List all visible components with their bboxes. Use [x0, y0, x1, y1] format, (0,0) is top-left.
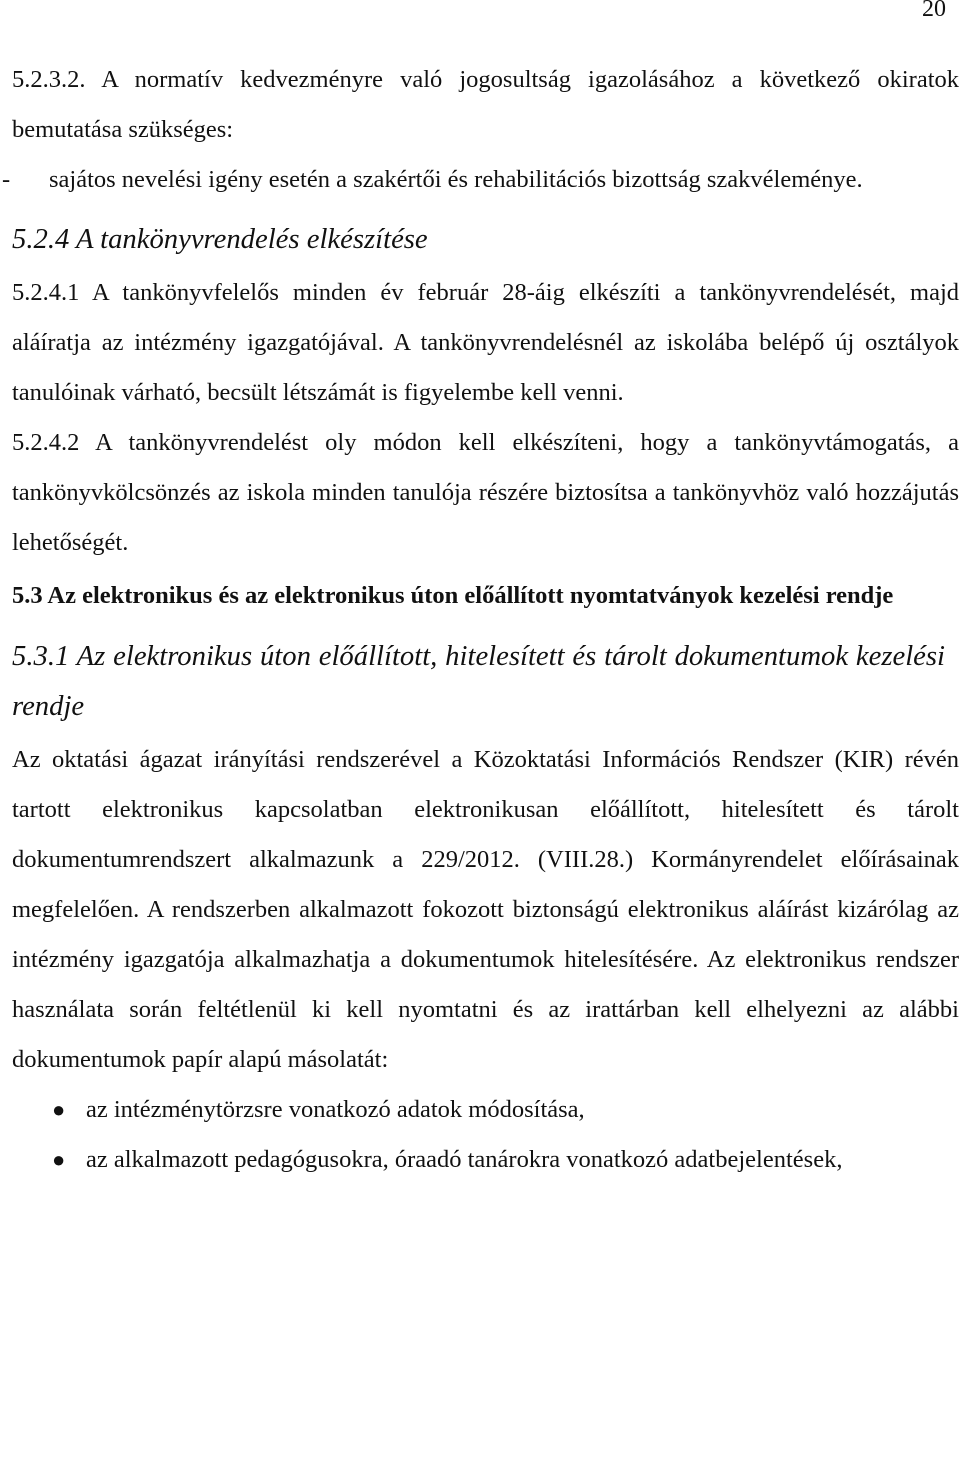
- bullet-icon: ●: [52, 1097, 66, 1122]
- list-item: [12, 1085, 959, 1135]
- paragraph-5241: 5.2.4.1 A tankönyvfelelős minden év február 28-áig elkészíti a tankönyvrendelését, majd aláíratja az intézmény igazgatójával. A tankönyvrendelésnél az iskolába belépő új osztályok tanulóinak várható, becsült létszámát is figyelembe kell venni.: [12, 279, 959, 406]
- list-item: [12, 1135, 959, 1185]
- paragraph-5242: 5.2.4.2 A tankönyvrendelést oly módon kell elkészíteni, hogy a tankönyvtámogatás, a tankönyvkölcsönzés az iskola minden tanulója részére biztosítsa a tankönyvhöz való hozzájutás lehetőségét.: [12, 429, 959, 556]
- heading-531: 5.3.1 Az elektronikus úton előállított, hitelesített és tárolt dokumentumok kezelési rendje: [12, 640, 945, 722]
- dash-list-item: [2, 155, 959, 204]
- document-page: [2, 55, 959, 1185]
- heading-53: 5.3 Az elektronikus és az elektronikus úton előállított nyomtatványok kezelési rendje: [12, 582, 894, 609]
- bullet-list: [12, 1085, 959, 1185]
- dash-bullet-icon: -: [2, 166, 11, 193]
- dash-list-item-text: sajátos nevelési igény esetén a szakértői és rehabilitációs bizottság szakvéleménye.: [49, 166, 863, 193]
- heading-524: 5.2.4 A tankönyvrendelés elkészítése: [12, 223, 428, 255]
- paragraph-5232: 5.2.3.2. A normatív kedvezményre való jogosultság igazolásához a következő okiratok bemutatása szükséges:: [12, 66, 959, 143]
- page-number: 20: [922, 0, 946, 22]
- paragraph-main: Az oktatási ágazat irányítási rendszerével a Közoktatási Információs Rendszer (KIR) révén tartott elektronikus kapcsolatban elektronikusan előállított, hitelesített és tárolt dokumentumrendszert alkalmazunk a 229/2012. (VIII.28.) Kormányrendelet előírásainak megfelelően. A rendszerben alkalmazott fokozott biztonságú elektronikus aláírást kizárólag az intézmény igazgatója alkalmazhatja a dokumentumok hitelesítésére. Az elektronikus rendszer használata során feltétlenül ki kell nyomtatni és az irattárban kell elhelyezni az alábbi dokumentumok papír alapú másolatát:: [12, 746, 959, 1073]
- list-item-text: az intézménytörzsre vonatkozó adatok módosítása,: [86, 1096, 585, 1123]
- bullet-icon: ●: [52, 1147, 66, 1172]
- list-item-text: az alkalmazott pedagógusokra, óraadó tanárokra vonatkozó adatbejelentések,: [86, 1146, 843, 1173]
